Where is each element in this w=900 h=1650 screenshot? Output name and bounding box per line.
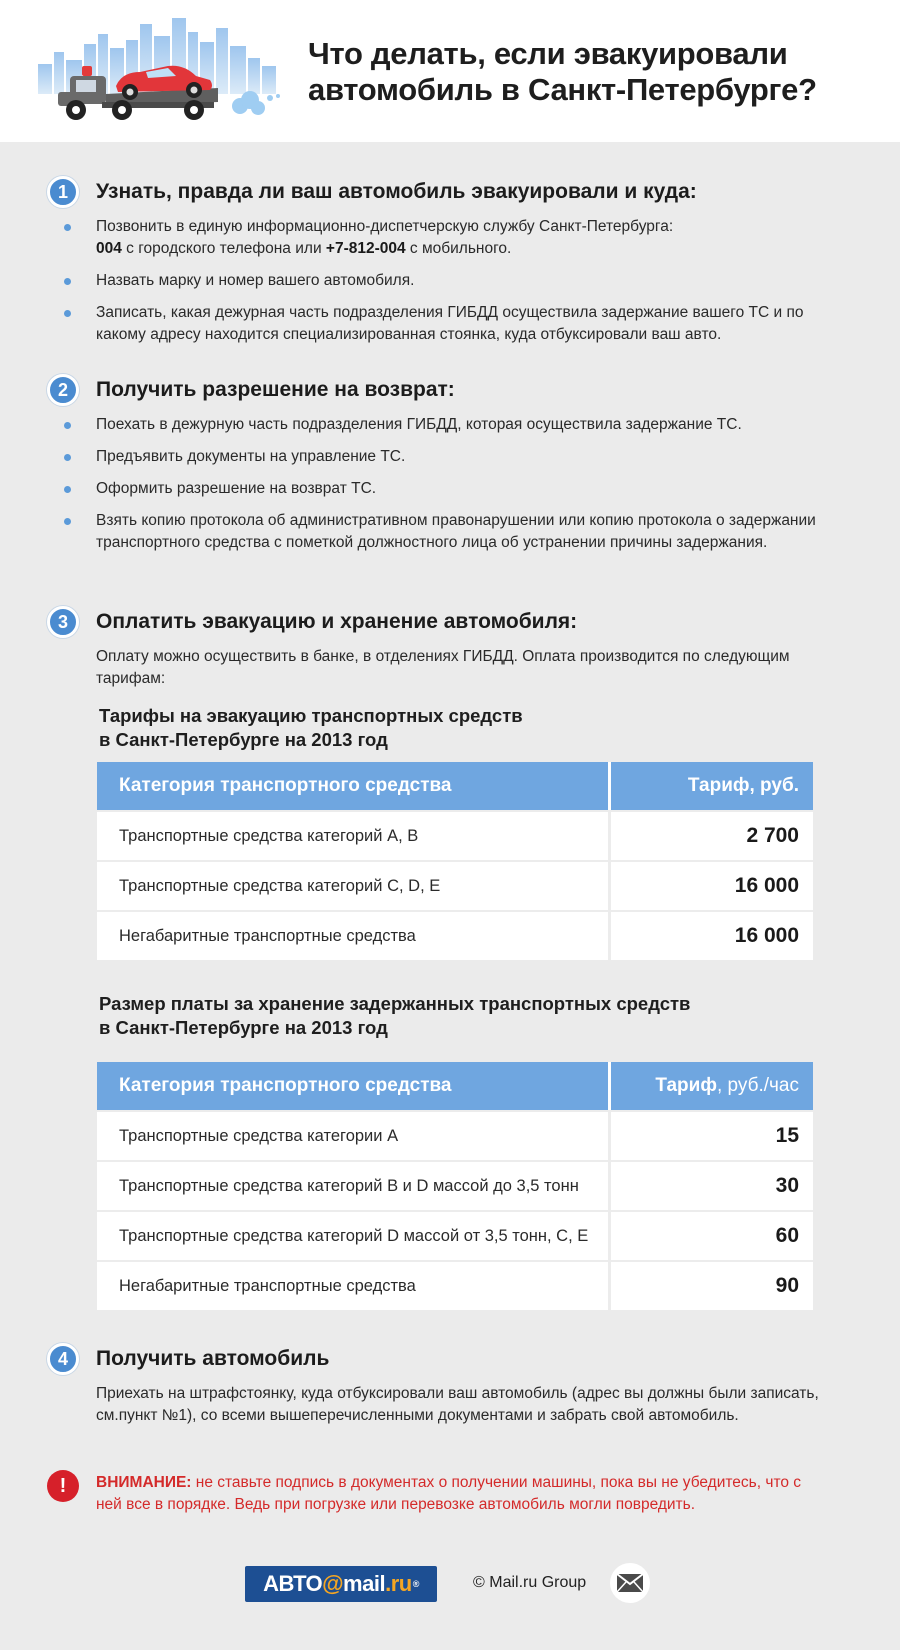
footer [0,1560,900,1610]
column-header-tariff-unit: , руб./час [716,1075,799,1096]
evacuation-tariff-table [97,762,813,960]
logo-mail: mail [343,1571,386,1596]
storage-table-title-line-2: в Санкт-Петербурге на 2013 год [99,1017,388,1038]
step-2-list [96,414,816,564]
list-item: Поехать в дежурную часть подразделения ГИБДД, которая осуществила задержание ТС. [96,414,816,436]
logo-trademark: ® [412,1579,419,1589]
category-cell: Транспортные средства категории А [97,1112,611,1160]
step-1-list [96,216,816,356]
evacuation-table-title-line-2: в Санкт-Петербурге на 2013 год [99,729,388,750]
table-row [97,1210,813,1260]
warning-text [96,1472,816,1516]
category-cell: Транспортные средства категорий D массой от 3,5 тонн, C, E [97,1212,611,1260]
price-cell: 16 000 [734,924,799,947]
step-title-1: Узнать, правда ли ваш автомобиль эвакуировали и куда: [96,180,697,203]
list-item: Записать, какая дежурная часть подразделения ГИБДД осуществила задержание вашего ТС и по какому адресу находится специализированная стоянка, куда отбуксировали ваш авто. [96,302,816,346]
category-cell: Транспортные средства категорий В и D массой до 3,5 тонн [97,1162,611,1210]
list-item [96,216,816,260]
price-cell: 2 700 [746,824,799,847]
copyright-text: © Mail.ru Group [473,1574,587,1591]
warning-body: не ставьте подпись в документах о получении машины, пока вы не убедитесь, что с ней все в порядке. Ведь при погрузке или перевозке автомобиль могли повредить. [96,1474,802,1513]
column-header-category: Категория транспортного средства [97,762,611,810]
price-cell: 15 [775,1124,799,1147]
city-phone: 004 [96,240,122,257]
storage-table-title-line-1: Размер платы за хранение задержанных транспортных средств [99,993,691,1014]
storage-tariff-table [97,1062,813,1310]
category-cell: Негабаритные транспортные средства [97,1262,611,1310]
column-header-category: Категория транспортного средства [97,1062,611,1110]
warning-lead: ВНИМАНИЕ: [96,1474,192,1491]
page-title [308,36,868,108]
step-badge-4: 4 [47,1343,79,1375]
step-4-text: Приехать на штрафстоянку, куда отбуксировали ваш автомобиль (адрес вы должны были записать, см.пункт №1), со всеми вышеперечисленными документами и забрать свой автомобиль. [96,1385,819,1424]
mail-share-button[interactable] [610,1563,650,1603]
header [0,0,900,142]
price-cell: 16 000 [734,874,799,897]
tow-truck-illustration [18,14,288,132]
table-header [97,1062,813,1110]
storage-table-title [99,992,799,1040]
step-title-2: Получить разрешение на возврат: [96,378,455,401]
evacuation-table-title [99,704,799,752]
title-line-2: автомобиль в Санкт-Петербурге? [308,72,817,107]
title-line-1: Что делать, если эвакуировали [308,36,788,71]
step-badge-2: 2 [47,374,79,406]
list-item-text: Позвонить в единую информационно-диспетчерскую службу Санкт-Петербурга: [96,218,674,235]
column-header-tariff [611,1062,813,1110]
list-item: Предъявить документы на управление ТС. [96,446,816,468]
step-badge-3: 3 [47,606,79,638]
price-cell: 30 [775,1174,799,1197]
table-row [97,1260,813,1310]
logo-prefix: АВТО [263,1571,323,1596]
logo-ru: .ru [385,1571,412,1596]
exclamation-icon: ! [47,1470,79,1502]
column-header-tariff: Тариф, руб. [687,775,799,796]
table-row [97,860,813,910]
auto-mail-ru-logo[interactable] [245,1566,437,1602]
list-item: Назвать марку и номер вашего автомобиля. [96,270,816,292]
torn-paper-edge [0,132,900,146]
category-cell: Транспортные средства категорий А, В [97,812,611,860]
category-cell: Негабаритные транспортные средства [97,912,611,960]
list-item: Оформить разрешение на возврат ТС. [96,478,816,500]
envelope-icon [616,1573,644,1593]
list-item-text: с городского телефона или [121,240,326,257]
logo-at: @ [322,1571,344,1596]
table-row [97,810,813,860]
step-badge-1: 1 [47,176,79,208]
evacuation-table-title-line-1: Тарифы на эвакуацию транспортных средств [99,705,523,726]
list-item: Взять копию протокола об административном правонарушении или копию протокола о задержании транспортного средства с пометкой должностного лица об устранении причины задержания. [96,510,816,554]
step-3-intro: Оплату можно осуществить в банке, в отделениях ГИБДД. Оплата производится по следующим тарифам: [96,648,790,687]
mobile-phone: +7-812-004 [325,240,406,257]
list-item-text: с мобильного. [405,240,512,257]
table-header [97,762,813,810]
table-row [97,910,813,960]
column-header-tariff-bold: Тариф [655,1075,717,1096]
price-cell: 90 [775,1274,799,1297]
table-row [97,1160,813,1210]
step-title-4: Получить автомобиль [96,1347,330,1370]
price-cell: 60 [775,1224,799,1247]
table-row [97,1110,813,1160]
category-cell: Транспортные средства категорий C, D, E [97,862,611,910]
step-title-3: Оплатить эвакуацию и хранение автомобиля: [96,610,578,633]
